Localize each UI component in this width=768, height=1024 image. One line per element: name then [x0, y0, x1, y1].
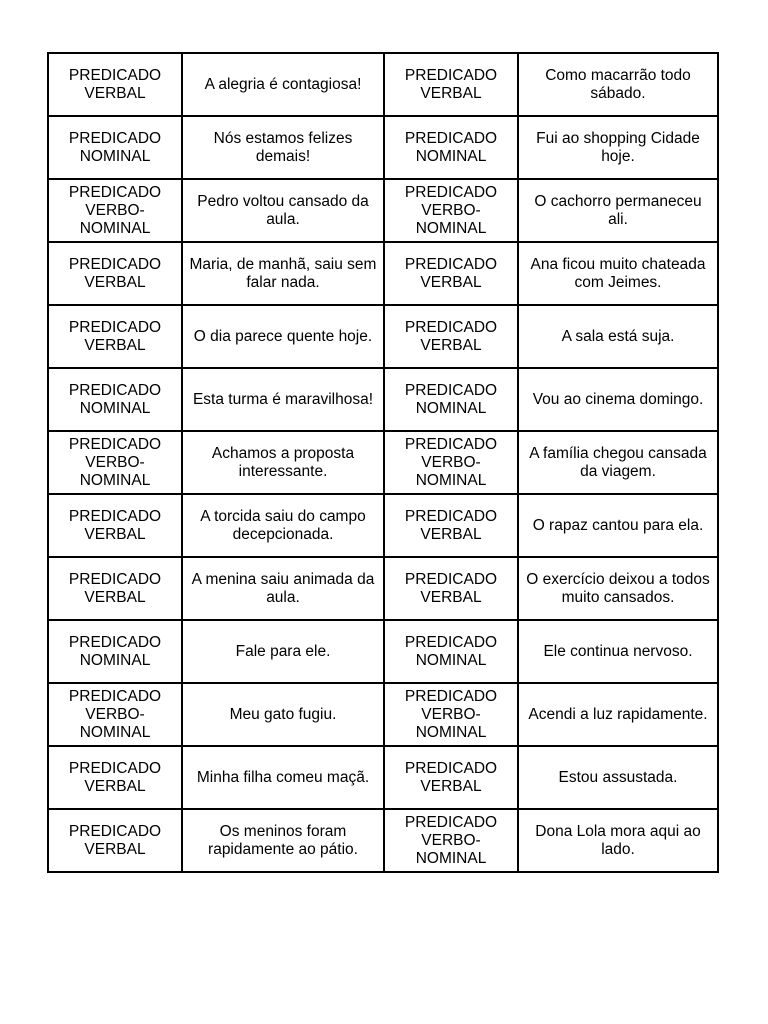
sentence-cell: Como macarrão todo sábado.	[518, 53, 718, 116]
predicate-type-cell: PREDICADO VERBO-NOMINAL	[48, 683, 182, 746]
sentence-cell: Acendi a luz rapidamente.	[518, 683, 718, 746]
sentence-cell: Ele continua nervoso.	[518, 620, 718, 683]
predicate-type-cell: PREDICADO VERBAL	[384, 746, 518, 809]
predicate-type-cell: PREDICADO VERBAL	[384, 53, 518, 116]
sentence-cell: Esta turma é maravilhosa!	[182, 368, 384, 431]
predicate-type-cell: PREDICADO VERBAL	[48, 53, 182, 116]
sentence-cell: Maria, de manhã, saiu sem falar nada.	[182, 242, 384, 305]
sentence-cell: O exercício deixou a todos muito cansados.	[518, 557, 718, 620]
card-row	[48, 431, 718, 494]
predicate-type-cell: PREDICADO VERBO-NOMINAL	[384, 179, 518, 242]
predicate-type-cell: PREDICADO VERBO-NOMINAL	[384, 809, 518, 872]
predicate-type-cell: PREDICADO VERBAL	[48, 494, 182, 557]
card-row	[48, 620, 718, 683]
sentence-cell: A torcida saiu do campo decepcionada.	[182, 494, 384, 557]
card-row	[48, 809, 718, 872]
sentence-cell: Estou assustada.	[518, 746, 718, 809]
sentence-cell: Pedro voltou cansado da aula.	[182, 179, 384, 242]
sentence-cell: O cachorro permaneceu ali.	[518, 179, 718, 242]
sentence-cell: A sala está suja.	[518, 305, 718, 368]
predicate-type-cell: PREDICADO VERBAL	[48, 305, 182, 368]
predicate-type-cell: PREDICADO NOMINAL	[48, 116, 182, 179]
predicate-type-cell: PREDICADO VERBAL	[48, 242, 182, 305]
sentence-cell: Meu gato fugiu.	[182, 683, 384, 746]
card-row	[48, 683, 718, 746]
predicate-type-cell: PREDICADO VERBAL	[48, 746, 182, 809]
card-row	[48, 242, 718, 305]
card-row	[48, 53, 718, 116]
predicate-type-cell: PREDICADO VERBAL	[384, 305, 518, 368]
predicate-type-cell: PREDICADO VERBO-NOMINAL	[384, 431, 518, 494]
card-row	[48, 746, 718, 809]
card-row	[48, 305, 718, 368]
predicate-type-cell: PREDICADO VERBAL	[384, 557, 518, 620]
predicate-type-cell: PREDICADO NOMINAL	[384, 116, 518, 179]
sentence-cell: Nós estamos felizes demais!	[182, 116, 384, 179]
predicate-type-cell: PREDICADO VERBO-NOMINAL	[48, 431, 182, 494]
sentence-cell: O dia parece quente hoje.	[182, 305, 384, 368]
card-row	[48, 368, 718, 431]
predicate-type-cell: PREDICADO NOMINAL	[384, 368, 518, 431]
sentence-cell: Os meninos foram rapidamente ao pátio.	[182, 809, 384, 872]
card-row	[48, 116, 718, 179]
card-row	[48, 179, 718, 242]
sentence-cell: A família chegou cansada da viagem.	[518, 431, 718, 494]
sentence-cell: Ana ficou muito chateada com Jeimes.	[518, 242, 718, 305]
card-row	[48, 557, 718, 620]
predicate-type-cell: PREDICADO VERBAL	[384, 242, 518, 305]
card-row	[48, 494, 718, 557]
predicate-type-cell: PREDICADO NOMINAL	[48, 620, 182, 683]
predicate-type-cell: PREDICADO NOMINAL	[384, 620, 518, 683]
sentence-cell: Fui ao shopping Cidade hoje.	[518, 116, 718, 179]
sentence-cell: Achamos a proposta interessante.	[182, 431, 384, 494]
sentence-cell: Minha filha comeu maçã.	[182, 746, 384, 809]
sentence-cell: A menina saiu animada da aula.	[182, 557, 384, 620]
domino-cards-body	[48, 53, 718, 872]
predicate-type-cell: PREDICADO VERBAL	[48, 557, 182, 620]
sentence-cell: A alegria é contagiosa!	[182, 53, 384, 116]
predicate-type-cell: PREDICADO VERBO-NOMINAL	[48, 179, 182, 242]
sentence-cell: Vou ao cinema domingo.	[518, 368, 718, 431]
domino-cards-table	[47, 52, 719, 873]
predicate-type-cell: PREDICADO VERBAL	[48, 809, 182, 872]
predicate-type-cell: PREDICADO VERBAL	[384, 494, 518, 557]
sentence-cell: Dona Lola mora aqui ao lado.	[518, 809, 718, 872]
sentence-cell: Fale para ele.	[182, 620, 384, 683]
predicate-type-cell: PREDICADO VERBO-NOMINAL	[384, 683, 518, 746]
sentence-cell: O rapaz cantou para ela.	[518, 494, 718, 557]
predicate-type-cell: PREDICADO NOMINAL	[48, 368, 182, 431]
